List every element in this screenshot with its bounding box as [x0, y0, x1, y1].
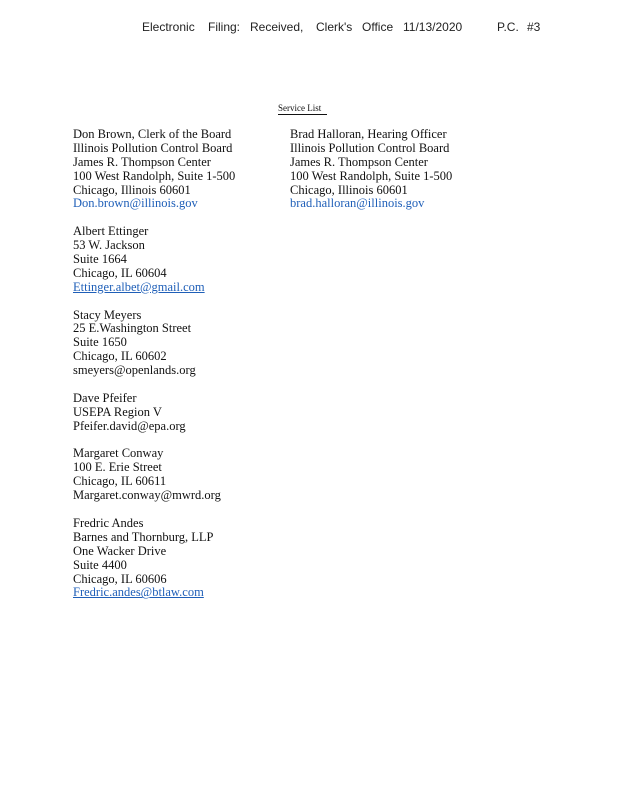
contact-line: Chicago, IL 60602	[73, 349, 167, 364]
contact-line: Illinois Pollution Control Board	[73, 140, 233, 155]
contact-line: 100 E. Erie Street	[73, 460, 162, 475]
header-pc: P.C.	[497, 20, 519, 34]
contact-name: Albert Ettinger	[73, 224, 149, 239]
contact-name: Fredric Andes	[73, 515, 144, 530]
contact-line: Chicago, Illinois 60601	[73, 182, 191, 197]
contact-line: Chicago, IL 60604	[73, 265, 167, 280]
contact-email-link[interactable]: brad.halloran@illinois.gov	[290, 196, 425, 211]
contact-entry	[73, 517, 235, 600]
contact-name: Margaret Conway	[73, 446, 164, 461]
contact-line: Barnes and Thornburg, LLP	[73, 529, 214, 544]
contact-line: Suite 1664	[73, 252, 127, 267]
contact-email: Margaret.conway@mwrd.org	[73, 488, 221, 503]
contact-entry	[73, 128, 235, 211]
page-title: Service List	[278, 103, 327, 115]
contact-line: Chicago, IL 60606	[73, 571, 167, 586]
contact-line: One Wacker Drive	[73, 543, 167, 558]
contact-name: Stacy Meyers	[73, 307, 142, 322]
header-received: Received,	[250, 20, 304, 34]
contact-line: James R. Thompson Center	[290, 154, 428, 169]
contact-line: Illinois Pollution Control Board	[290, 140, 450, 155]
header-electronic: Electronic	[142, 20, 195, 34]
contact-entry	[290, 128, 452, 211]
header-date: 11/13/2020	[403, 20, 463, 34]
contact-entry	[73, 447, 235, 503]
contact-email: smeyers@openlands.org	[73, 363, 196, 378]
contact-line: James R. Thompson Center	[73, 154, 211, 169]
contact-entry	[73, 392, 235, 434]
service-list-left-column	[73, 128, 235, 614]
contact-email-link[interactable]: Ettinger.albet@gmail.com	[73, 279, 205, 294]
service-list-right-column	[290, 128, 452, 225]
contact-line: USEPA Region V	[73, 404, 162, 419]
contact-email-link[interactable]: Fredric.andes@btlaw.com	[73, 585, 204, 600]
header-filing: Filing:	[208, 20, 241, 34]
contact-entry	[73, 225, 235, 294]
contact-line: Chicago, IL 60611	[73, 474, 167, 489]
contact-line: 100 West Randolph, Suite 1-500	[73, 168, 236, 183]
filing-stamp-header	[0, 20, 618, 38]
contact-email: Pfeifer.david@epa.org	[73, 418, 186, 433]
contact-name: Dave Pfeifer	[73, 390, 137, 405]
contact-line: 25 E.Washington Street	[73, 321, 192, 336]
contact-line: 100 West Randolph, Suite 1-500	[290, 168, 453, 183]
contact-line: Suite 4400	[73, 557, 127, 572]
contact-line: Chicago, Illinois 60601	[290, 182, 408, 197]
header-clerks: Clerk's	[316, 20, 353, 34]
header-number: #3	[527, 20, 541, 34]
contact-name: Don Brown, Clerk of the Board	[73, 127, 232, 141]
contact-email-link[interactable]: Don.brown@illinois.gov	[73, 196, 198, 211]
contact-line: Suite 1650	[73, 335, 127, 350]
contact-entry	[73, 309, 235, 378]
contact-line: 53 W. Jackson	[73, 238, 145, 253]
contact-name: Brad Halloran, Hearing Officer	[290, 127, 447, 141]
header-office: Office	[362, 20, 394, 34]
